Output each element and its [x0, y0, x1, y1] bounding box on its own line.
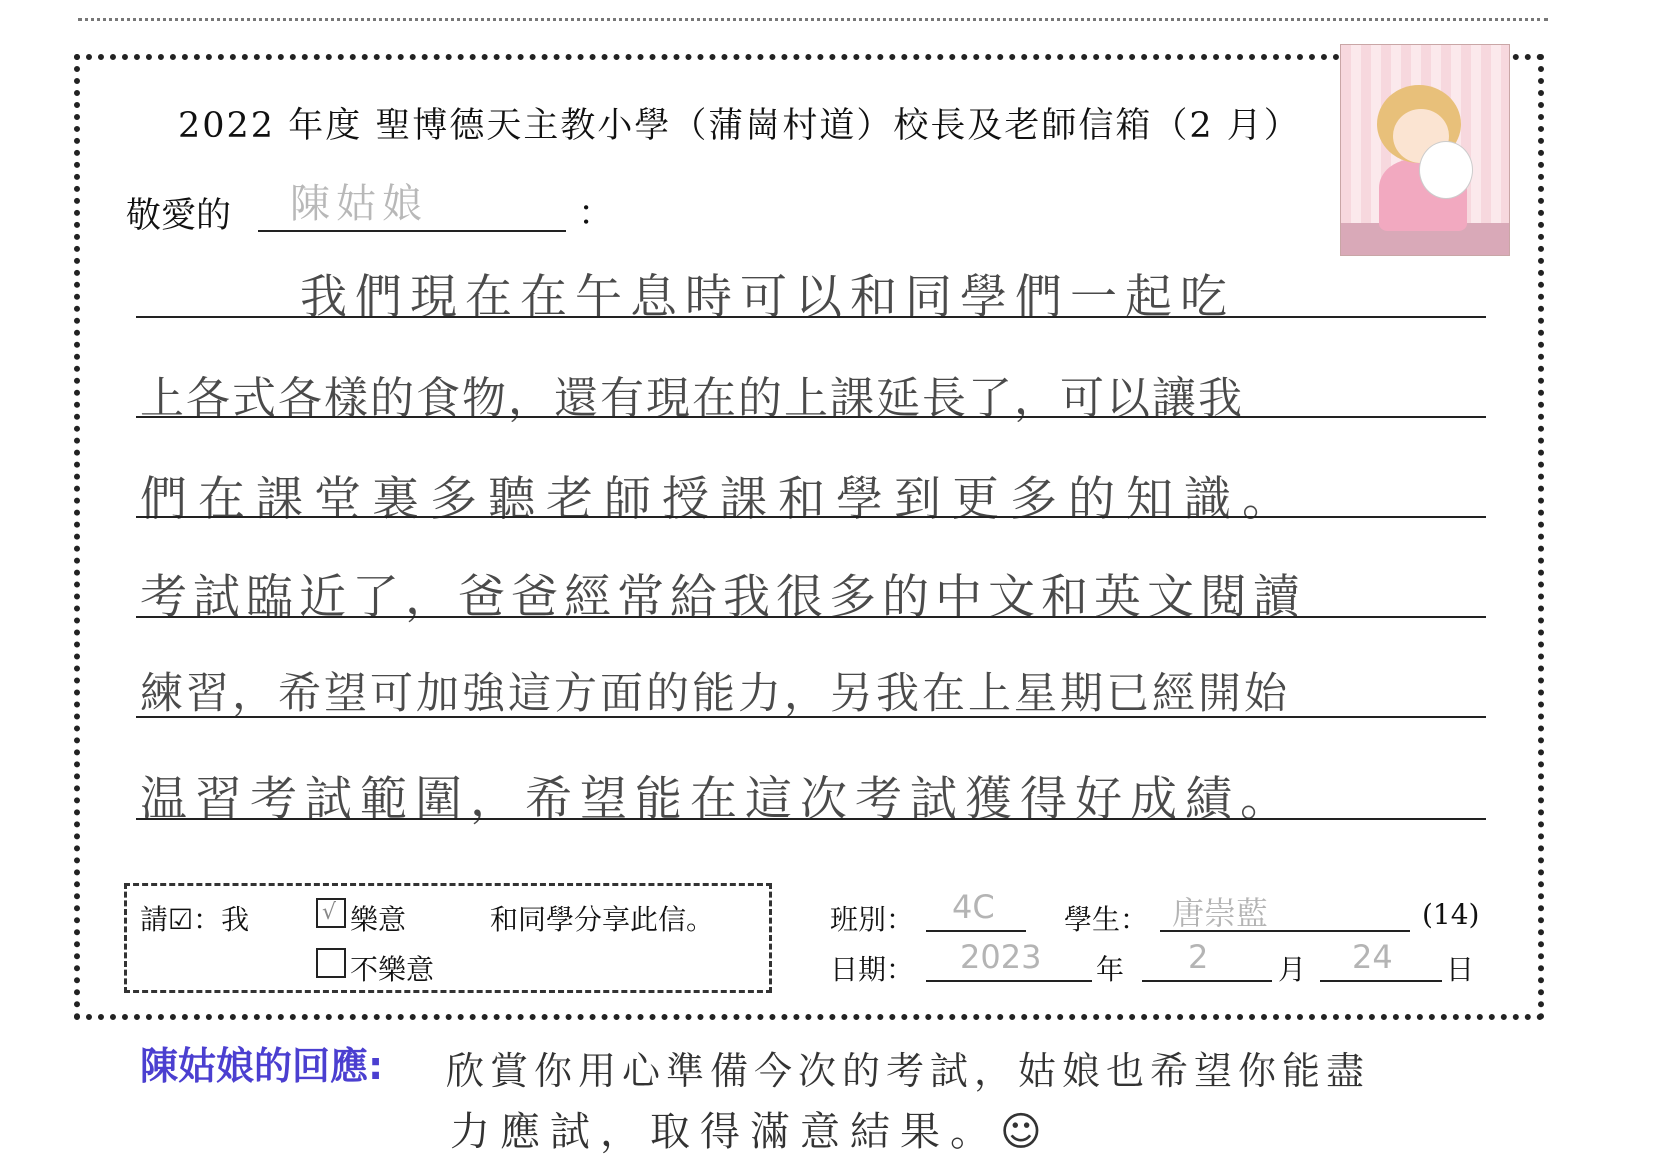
- page-title: 2022 年度 聖博德天主教小學（蒲崗村道）校長及老師信箱（2 月）: [178, 106, 1301, 146]
- salutation-colon: ：: [578, 194, 614, 234]
- year-underline: [926, 980, 1092, 982]
- student-underline: [1160, 930, 1410, 932]
- ruled-line: [136, 416, 1486, 418]
- student-value: 唐崇藍: [1172, 894, 1269, 932]
- ruled-line: [136, 616, 1486, 618]
- year-value: 2023: [960, 938, 1042, 976]
- reply-heading: 陳姑娘的回應:: [140, 1044, 384, 1088]
- letter-line: 我們現在在午息時可以和同學們一起吃: [300, 270, 1235, 325]
- girl-bunny-sticker-image: [1340, 44, 1510, 256]
- ruled-line: [136, 716, 1486, 718]
- day-unit: 日: [1446, 953, 1475, 986]
- day-underline: [1320, 980, 1442, 982]
- share-prompt: 請☑：我: [140, 903, 250, 936]
- day-value: 24: [1352, 938, 1393, 976]
- letter-line: 們在課堂裏多聽老師授課和學到更多的知識。: [140, 472, 1300, 527]
- letter-line: 温習考試範圍，希望能在這次考試獲得好成績。: [140, 772, 1295, 827]
- ruled-line: [136, 818, 1486, 820]
- recipient-name: 陳姑娘: [290, 181, 428, 227]
- letter-line: 上各式各樣的食物，還有現在的上課延長了，可以讓我: [140, 373, 1244, 424]
- letter-line: 考試臨近了，爸爸經常給我很多的中文和英文閱讀: [140, 570, 1306, 625]
- student-label: 學生：: [1064, 903, 1149, 936]
- ruled-line: [136, 316, 1486, 318]
- unwilling-checkbox[interactable]: [316, 948, 346, 978]
- class-label: 班別：: [830, 903, 915, 936]
- student-number: (14): [1422, 898, 1480, 931]
- month-underline: [1142, 980, 1272, 982]
- unwilling-label: 不樂意: [350, 953, 435, 986]
- check-mark-icon: √: [322, 900, 337, 925]
- top-dotted-edge: [78, 18, 1548, 21]
- date-label: 日期：: [830, 953, 915, 986]
- year-unit: 年: [1096, 953, 1125, 986]
- reply-line: 欣賞你用心準備今次的考試，姑娘也希望你能盡: [446, 1049, 1371, 1093]
- month-value: 2: [1188, 938, 1209, 976]
- salutation-label: 敬愛的: [126, 196, 232, 236]
- class-underline: [926, 930, 1026, 932]
- recipient-underline: [258, 230, 566, 232]
- letter-line: 練習，希望可加強這方面的能力，另我在上星期已經開始: [140, 669, 1290, 719]
- class-value: 4C: [952, 888, 995, 926]
- share-suffix: 和同學分享此信。: [490, 903, 715, 936]
- willing-label: 樂意: [350, 903, 407, 936]
- reply-line: 力應試，取得滿意結果。☺: [450, 1109, 1052, 1155]
- month-unit: 月: [1278, 953, 1307, 986]
- ruled-line: [136, 516, 1486, 518]
